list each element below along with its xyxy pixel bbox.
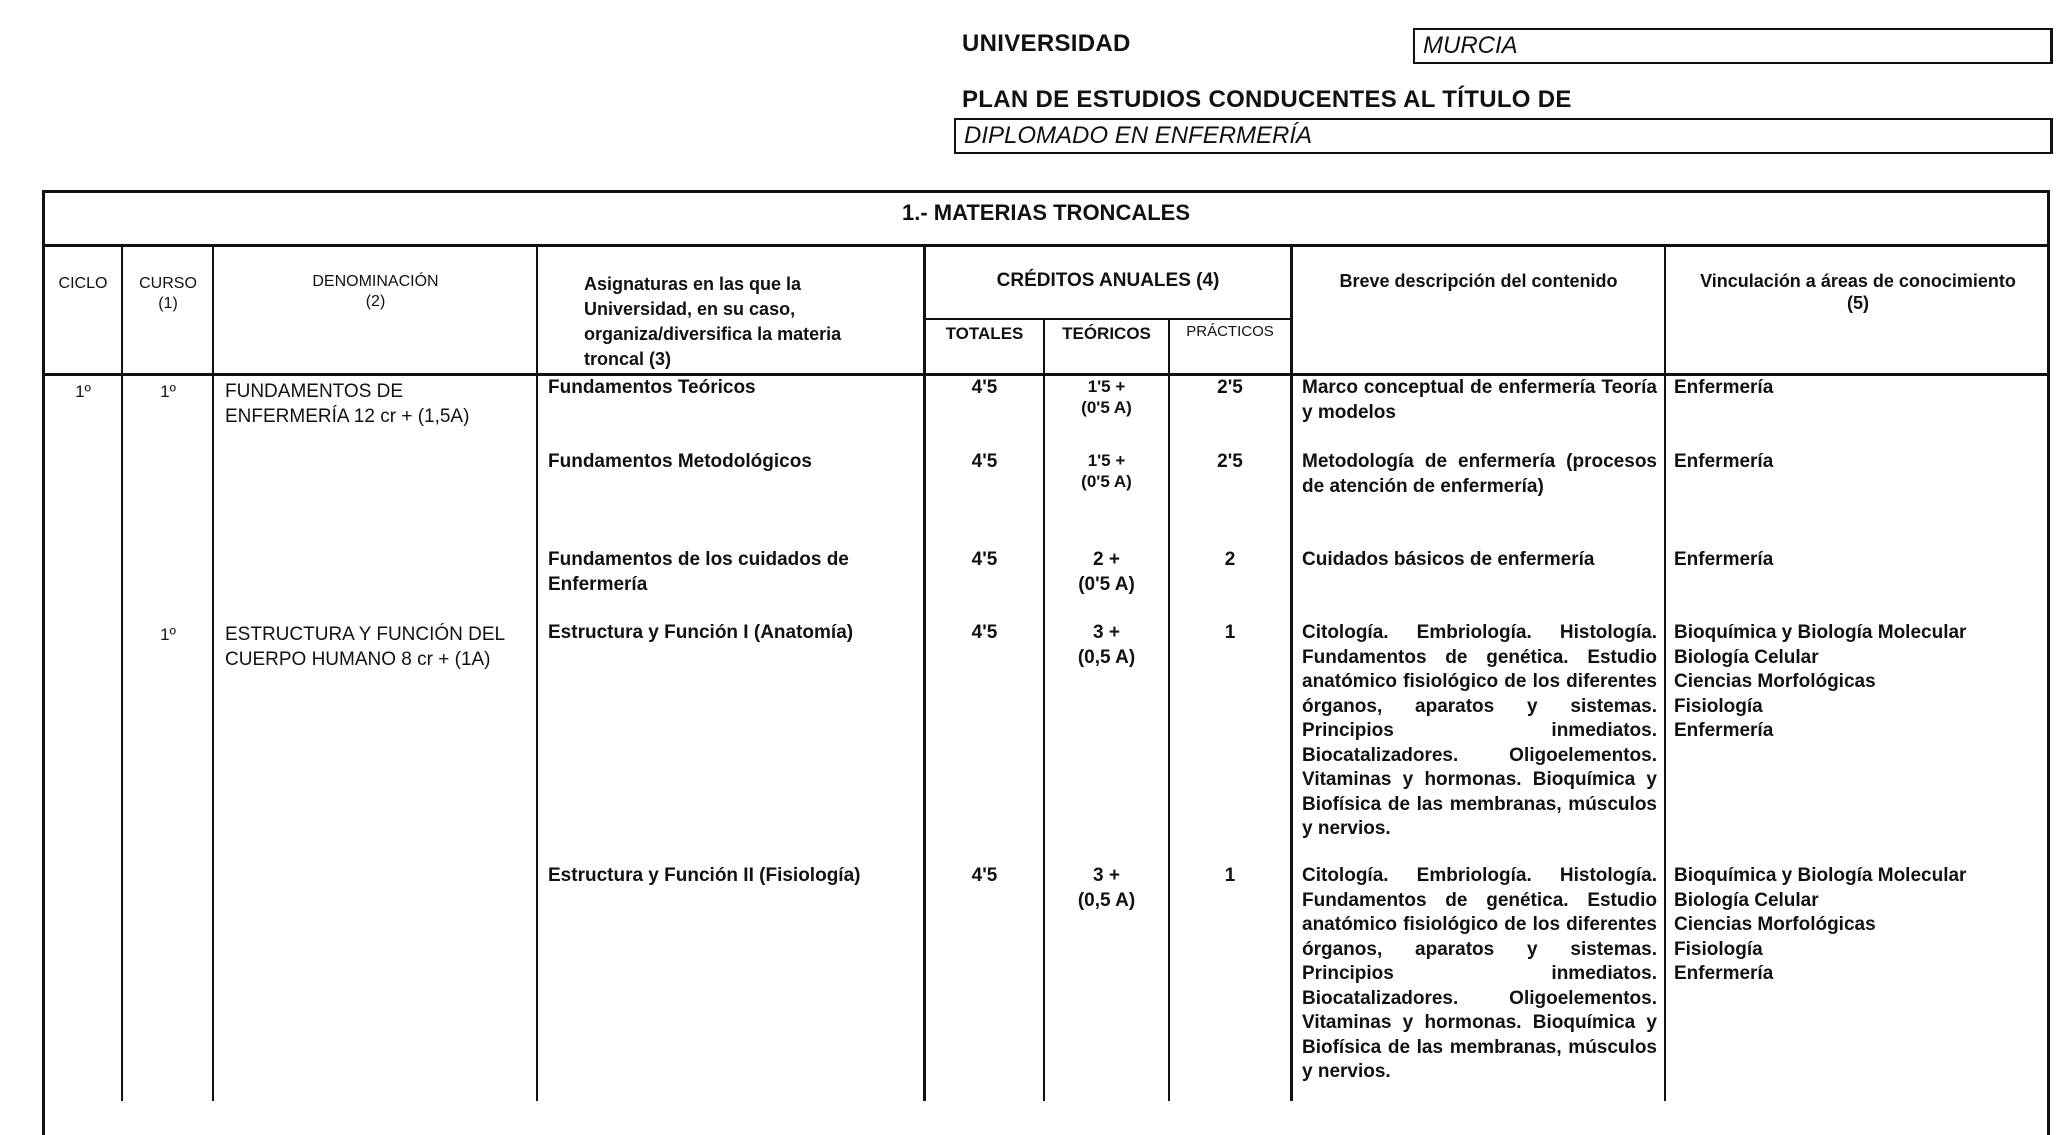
col-line [536,246,538,1101]
col-line [1043,318,1045,1101]
asignatura-3-descripcion: Cuidados básicos de enfermería [1302,549,1595,570]
asignatura-1-nombre: Fundamentos Teóricos [548,377,756,398]
asignatura-2-nombre: Fundamentos Metodológicos [548,451,812,472]
asignatura-3-totales: 4'5 [971,549,998,570]
section-title: 1.- MATERIAS TRONCALES [901,200,1191,225]
asignatura-1-descripcion: Marco conceptual de enfermería Teoría y modelos [1302,377,1657,423]
asignatura-1-totales: 4'5 [971,377,998,398]
col-line [212,246,214,1101]
asignatura-2-teoricos: 1'5 + (0'5 A) [1081,451,1132,491]
col-header-descripcion: Breve descripción del contenido [1339,271,1618,291]
asignatura-1-vinculacion: Enfermería [1674,377,1774,398]
asignatura-5-teoricos: 3 + (0,5 A) [1077,865,1136,911]
col-header-totales: TOTALES [945,324,1024,343]
col-line [1664,246,1666,1101]
col-header-denominacion: DENOMINACIÓN (2) [312,273,439,310]
universidad-label: UNIVERSIDAD [962,30,1131,57]
col-header-curso: CURSO (1) [139,275,197,312]
asignatura-1-practicos: 2'5 [1217,377,1243,398]
col-line [1168,318,1170,1101]
asignatura-4-teoricos: 3 + (0,5 A) [1077,622,1136,668]
asignatura-1-teoricos: 1'5 + (0'5 A) [1081,377,1132,417]
title-divider [42,244,2050,247]
col-header-creditos: CRÉDITOS ANUALES (4) [996,270,1220,291]
asignatura-3-nombre: Fundamentos de los cuidados de Enfermería [548,549,849,595]
titulo-field: DIPLOMADO EN ENFERMERÍA [954,118,2053,154]
asignatura-3-vinculacion: Enfermería [1674,549,1774,570]
col-header-vinculacion: Vinculación a áreas de conocimiento (5) [1700,271,2016,313]
asignatura-5-totales: 4'5 [971,865,998,886]
asignatura-5-practicos: 1 [1224,865,1236,886]
materia-1-ciclo: 1º [75,382,91,401]
col-header-teoricos: TEÓRICOS [1062,324,1151,343]
asignatura-2-practicos: 2'5 [1217,451,1243,472]
col-line [923,246,926,1101]
asignatura-4-practicos: 1 [1224,622,1236,643]
plan-label: PLAN DE ESTUDIOS CONDUCENTES AL TÍTULO DE [962,86,1572,113]
asignatura-2-totales: 4'5 [971,451,998,472]
col-header-ciclo: CICLO [58,275,108,292]
asignatura-2-descripcion: Metodología de enfermería (procesos de atención de enfermería) [1302,451,1657,497]
asignatura-5-descripcion: Citología. Embriología. Histología. Fundamentos de genética. Estudio anatómico fisiológico de los diferentes órganos, aparatos y sistemas. Principios inmediatos. Biocatalizadores. Oligoelementos. Vitaminas y hormonas. Bioquímica y Biofísica de las membranas, músculos y nervios. [1302,865,1657,1082]
asignatura-5-nombre: Estructura y Función II (Fisiología) [548,865,861,886]
asignatura-4-vinculacion: Bioquímica y Biología Molecular Biología Celular Ciencias Morfológicas Fisiología Enfermería [1674,622,1967,741]
asignatura-2-vinculacion: Enfermería [1674,451,1774,472]
asignatura-4-totales: 4'5 [971,622,998,643]
col-line [121,246,123,1101]
creditos-divider [924,318,1291,320]
asignatura-4-nombre: Estructura y Función I (Anatomía) [548,622,854,643]
asignatura-3-teoricos: 2 + (0'5 A) [1078,549,1135,595]
col-header-practicos: PRÁCTICOS [1186,323,1274,340]
universidad-field: MURCIA [1413,28,2053,64]
materia-1-denominacion: FUNDAMENTOS DE ENFERMERÍA 12 cr + (1,5A) [225,381,470,427]
asignatura-3-practicos: 2 [1224,549,1236,570]
materia-2-curso: 1º [160,625,176,644]
asignatura-4-descripcion: Citología. Embriología. Histología. Fundamentos de genética. Estudio anatómico fisiológico de los diferentes órganos, aparatos y sistemas. Principios inmediatos. Biocatalizadores. Oligoelementos. Vitaminas y hormonas. Bioquímica y Biofísica de las membranas, músculos y nervios. [1302,622,1657,839]
asignatura-5-vinculacion: Bioquímica y Biología Molecular Biología Celular Ciencias Morfológicas Fisiología Enfermería [1674,865,1967,984]
materia-2-denominacion: ESTRUCTURA Y FUNCIÓN DEL CUERPO HUMANO 8 cr + (1A) [225,624,505,670]
materia-1-curso: 1º [160,382,176,401]
col-line [1290,246,1293,1101]
col-header-asignaturas: Asignaturas en las que la Universidad, en su caso, organiza/diversifica la materia troncal (3) [584,274,842,369]
